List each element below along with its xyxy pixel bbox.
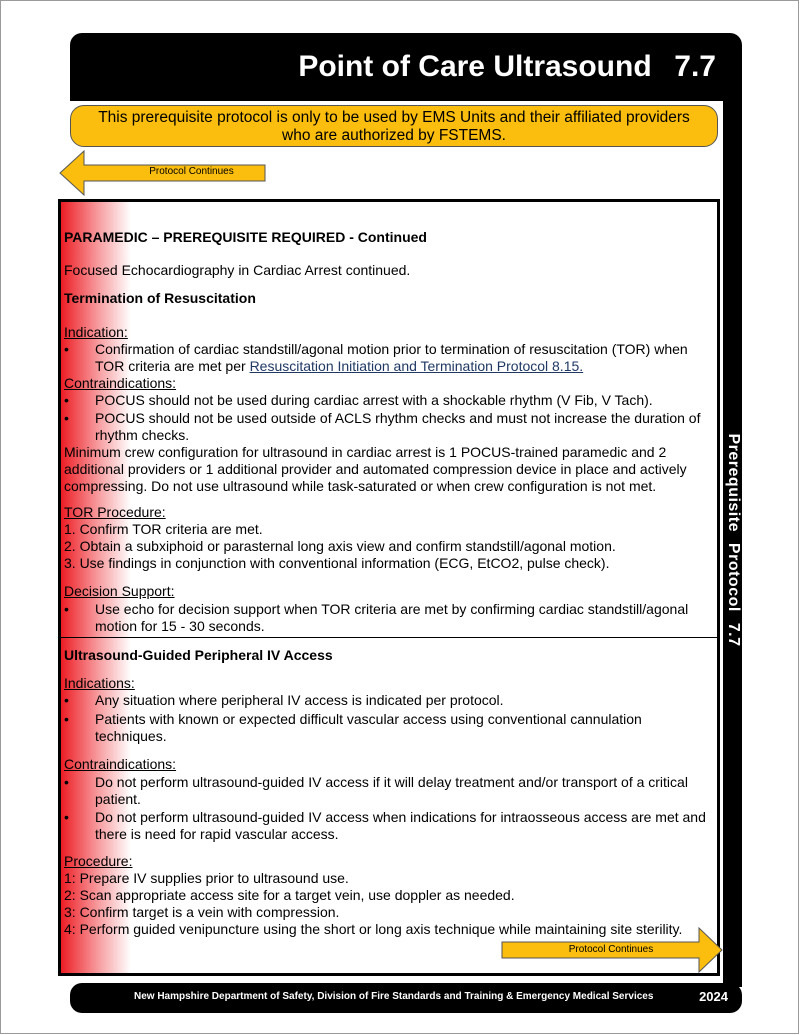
footer-agency: New Hampshire Department of Safety, Division of Fire Standards and Training & Emergency Medical Services [134,991,654,1002]
side-label: Prerequisite Protocol 7.7 [725,433,742,647]
bullet: • [64,692,69,708]
iv-step-3: 3: Confirm target is a vein with compression. [64,904,340,920]
protocol-continues-back-arrow[interactable] [59,150,266,196]
crew-config-line-1: Minimum crew configuration for ultrasound in cardiac arrest is 1 POCUS-trained paramedic and 2 [64,444,667,460]
decision-support-line-1: Use echo for decision support when TOR criteria are met by confirming cardiac standstill/agonal [95,601,689,617]
iv-contra-item-2-line-2: there is need for rapid vascular access. [95,826,339,842]
iv-contra-label: Contraindications: [64,756,177,772]
bullet: • [64,711,69,727]
protocol-continues-top-label: Protocol Continues [149,166,234,177]
crew-config-line-3: compressing. Do not use ultrasound while task-saturated or when crew configuration is not met. [64,478,657,494]
protocol-continues-bottom-label: Protocol Continues [568,944,654,955]
tor-step-3: 3. Use findings in conjunction with conventional information (ECG, EtCO2, pulse check). [64,555,610,571]
tor-step-1: 1. Confirm TOR criteria are met. [64,521,263,537]
iv-indication-item-2-line-1: Patients with known or expected difficult vascular access using conventional cannulation [95,711,642,727]
tor-step-2: 2. Obtain a subxiphoid or parasternal long axis view and confirm standstill/agonal motion. [64,538,616,554]
tor-contra-item-2-line-1: POCUS should not be used outside of ACLS rhythm checks and must not increase the duration of [95,410,701,426]
tor-indication-line-2 [95,358,583,375]
section-divider [61,637,717,638]
tor-indication-line-2-text: TOR criteria are met per [95,358,250,374]
bullet: • [64,410,69,426]
tor-heading: Termination of Resuscitation [64,290,256,306]
bullet: • [64,809,69,825]
iv-step-1: 1: Prepare IV supplies prior to ultrasound use. [64,870,349,886]
iv-indication-item-2-line-2: techniques. [95,728,167,744]
iv-step-4: 4: Perform guided venipuncture using the short or long axis technique while maintaining site sterility. [64,921,683,937]
page-title: Point of Care Ultrasound [298,50,652,83]
bullet: • [64,341,69,357]
header-bar [70,33,742,101]
decision-support-line-2: motion for 15 - 30 seconds. [95,618,265,634]
prerequisite-notice [70,105,718,147]
footer-bar [70,983,742,1013]
footer-year: 2024 [699,989,728,1004]
bullet: • [64,774,69,790]
iv-contra-item-1-line-2: patient. [95,791,141,807]
notice-line-2: who are authorized by FSTEMS. [282,127,506,144]
iv-contra-item-2-line-1: Do not perform ultrasound-guided IV access when indications for intraosseous access are met and [95,809,706,825]
tor-contra-item-1: POCUS should not be used during cardiac arrest with a shockable rhythm (V Fib, V Tach). [95,392,653,408]
bullet: • [64,601,69,617]
notice-line-1: This prerequisite protocol is only to be used by EMS Units and their affiliated providers [98,109,690,126]
decision-support-label: Decision Support: [64,583,175,599]
content-box [58,199,720,976]
protocol-number: 7.7 [674,50,716,83]
iv-procedure-label: Procedure: [64,853,133,869]
tor-procedure-label: TOR Procedure: [64,504,166,520]
iv-indications-label: Indications: [64,675,135,691]
tor-indication-line-1: Confirmation of cardiac standstill/agonal motion prior to termination of resuscitation (TOR) when [95,341,688,357]
crew-config-line-2: additional providers or 1 additional provider and automated compression device in place and actively [64,461,687,477]
iv-contra-item-1-line-1: Do not perform ultrasound-guided IV access if it will delay treatment and/or transport of a critical [95,774,688,790]
tor-indication-label: Indication: [64,324,128,340]
iv-step-2: 2: Scan appropriate access site for a target vein, use doppler as needed. [64,887,515,903]
section-heading: PARAMEDIC – PREREQUISITE REQUIRED - Continued [64,229,427,245]
bullet: • [64,392,69,408]
tor-contra-label: Contraindications: [64,375,177,391]
iv-heading: Ultrasound-Guided Peripheral IV Access [64,647,333,663]
tor-contra-item-2-line-2: rhythm checks. [95,427,190,443]
iv-indication-item-1: Any situation where peripheral IV access is indicated per protocol. [95,692,504,708]
intro-text: Focused Echocardiography in Cardiac Arrest continued. [64,262,411,278]
protocol-continues-forward-arrow[interactable] [501,927,723,973]
resuscitation-protocol-link[interactable]: Resuscitation Initiation and Termination Protocol 8.15. [249,358,584,374]
